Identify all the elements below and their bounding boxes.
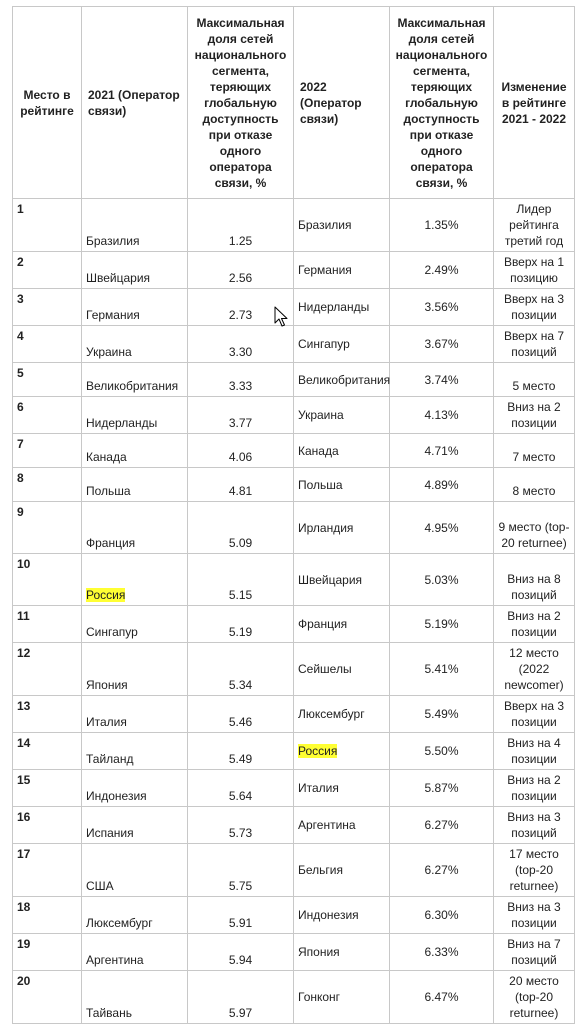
rank-change-cell (494, 807, 575, 844)
operator-2021-text: США (86, 879, 114, 893)
rank-change-cell (494, 971, 575, 1024)
table-row (13, 807, 575, 844)
rank-cell (13, 468, 82, 502)
rank-change-cell (494, 363, 575, 397)
operator-2022-text: Нидерланды (298, 300, 370, 314)
rank-text: 2 (17, 255, 24, 269)
table-header (13, 7, 575, 199)
share-2021-text: 4.06 (228, 450, 253, 464)
header-share-2021: Максимальная доля сетей национального сегмента, теряющих глобальную доступность при отказе одного оператора связи, % (188, 7, 294, 199)
rank-change-cell (494, 468, 575, 502)
rank-cell (13, 934, 82, 971)
rank-change-cell (494, 770, 575, 807)
operator-2022-text: Германия (298, 263, 352, 277)
share-2021-text: 2.56 (228, 271, 253, 285)
operator-2022-text: Аргентина (298, 818, 356, 832)
operator-2021-cell (82, 326, 188, 363)
operator-2022-cell (294, 468, 390, 502)
rank-change-text: 8 место (512, 484, 556, 498)
share-2021-cell (188, 434, 294, 468)
share-2021-text: 3.30 (228, 345, 253, 359)
header-operator-2021: 2021 (Оператор связи) (82, 7, 188, 199)
share-2022-cell (390, 807, 494, 844)
rank-change-text: Вниз на 7 позиций (507, 937, 561, 967)
rank-change-text: Вниз на 4 позиции (507, 736, 561, 766)
share-2022-text: 6.30% (424, 908, 459, 922)
rank-cell (13, 434, 82, 468)
share-2021-cell (188, 807, 294, 844)
table-row (13, 554, 575, 606)
operator-2022-cell (294, 696, 390, 733)
operator-2021-text: Германия (86, 308, 140, 322)
rank-cell (13, 199, 82, 252)
share-2021-text: 3.77 (228, 416, 253, 430)
share-2021-cell (188, 770, 294, 807)
share-2021-cell (188, 643, 294, 696)
share-2022-text: 4.89% (424, 477, 459, 492)
share-2022-cell (390, 434, 494, 468)
mouse-cursor-icon (274, 306, 288, 328)
operator-2022-cell (294, 434, 390, 468)
rank-change-text: Вверх на 3 позиции (503, 292, 565, 322)
rank-cell (13, 363, 82, 397)
rank-change-text: 12 место (2022 newcomer) (504, 646, 564, 692)
operator-2021-cell (82, 696, 188, 733)
rank-cell (13, 770, 82, 807)
operator-2021-cell (82, 606, 188, 643)
operator-2022-text: Люксембург (298, 707, 365, 721)
share-2022-cell (390, 606, 494, 643)
rank-change-cell (494, 434, 575, 468)
rank-change-text: Вверх на 1 позицию (503, 255, 565, 285)
operator-2021-text: Япония (86, 678, 128, 692)
operator-2021-text: Бразилия (86, 234, 140, 248)
rank-text: 6 (17, 400, 24, 414)
share-2022-text: 3.67% (424, 337, 459, 351)
table-row (13, 468, 575, 502)
operator-2022-text: Польша (298, 477, 343, 492)
operator-2021-text: Испания (86, 826, 134, 840)
rank-change-text: Вниз на 8 позиций (507, 572, 561, 602)
operator-2021-cell (82, 554, 188, 606)
share-2021-text: 5.94 (228, 953, 253, 967)
operator-2022-cell (294, 502, 390, 554)
table-row (13, 643, 575, 696)
share-2021-cell (188, 252, 294, 289)
table-row (13, 770, 575, 807)
operator-2021-text: Канада (86, 450, 127, 464)
header-rank-change: Изменение в рейтинге 2021 - 2022 (494, 7, 575, 199)
operator-2021-text: Индонезия (86, 789, 147, 803)
operator-2022-text: Швейцария (298, 572, 363, 587)
share-2022-cell (390, 199, 494, 252)
table-row (13, 502, 575, 554)
operator-2022-cell (294, 807, 390, 844)
table-row (13, 844, 575, 897)
share-2021-cell (188, 502, 294, 554)
share-2021-text: 5.49 (228, 752, 253, 766)
operator-2021-cell (82, 971, 188, 1024)
operator-2022-text: Италия (298, 781, 339, 795)
operator-2021-text: Тайланд (86, 752, 134, 766)
share-2021-text: 5.19 (228, 625, 253, 639)
operator-2022-text: Гонконг (298, 990, 341, 1004)
rank-cell (13, 844, 82, 897)
share-2021-cell (188, 363, 294, 397)
operator-2022-cell (294, 844, 390, 897)
share-2022-text: 2.49% (424, 263, 459, 277)
operator-2021-cell (82, 252, 188, 289)
rank-text: 10 (17, 557, 31, 571)
operator-2021-text: Швейцария (86, 271, 151, 285)
share-2022-cell (390, 289, 494, 326)
share-2022-text: 5.50% (424, 744, 459, 758)
table-row (13, 199, 575, 252)
table-row (13, 326, 575, 363)
share-2022-text: 6.27% (424, 818, 459, 832)
share-2021-cell (188, 554, 294, 606)
operator-2021-cell (82, 897, 188, 934)
operator-2022-cell (294, 934, 390, 971)
operator-2021-text: Италия (86, 715, 127, 729)
table-row (13, 289, 575, 326)
operator-2022-cell (294, 326, 390, 363)
rank-change-text: Вниз на 2 позиции (507, 773, 561, 803)
share-2021-cell (188, 468, 294, 502)
operator-2022-cell (294, 363, 390, 397)
share-2022-cell (390, 770, 494, 807)
rank-change-text: Вниз на 2 позиции (507, 609, 561, 639)
share-2022-cell (390, 733, 494, 770)
rank-cell (13, 326, 82, 363)
operator-2021-cell (82, 199, 188, 252)
rank-cell (13, 606, 82, 643)
share-2021-text: 5.64 (228, 789, 253, 803)
rank-change-cell (494, 606, 575, 643)
share-2022-text: 6.47% (424, 990, 459, 1004)
operator-2022-text: Бразилия (298, 218, 352, 232)
share-2021-text: 3.33 (228, 379, 253, 393)
operator-2021-cell (82, 807, 188, 844)
share-2022-text: 3.56% (424, 300, 459, 314)
operator-2022-text: Сингапур (298, 337, 350, 351)
share-2022-cell (390, 643, 494, 696)
operator-2021-text: Аргентина (86, 953, 144, 967)
share-2022-text: 5.41% (424, 662, 459, 676)
operator-2022-cell (294, 733, 390, 770)
share-2021-text: 4.81 (228, 484, 253, 498)
rank-change-cell (494, 397, 575, 434)
share-2021-text: 5.46 (228, 715, 253, 729)
share-2021-cell (188, 733, 294, 770)
share-2021-cell (188, 326, 294, 363)
rank-text: 18 (17, 900, 31, 914)
share-2022-cell (390, 554, 494, 606)
share-2022-cell (390, 897, 494, 934)
table-row (13, 897, 575, 934)
share-2021-cell (188, 397, 294, 434)
rank-text: 4 (17, 329, 24, 343)
operator-2022-cell (294, 397, 390, 434)
rank-text: 11 (17, 609, 30, 623)
rank-change-cell (494, 252, 575, 289)
table-row (13, 971, 575, 1024)
share-2022-cell (390, 502, 494, 554)
operator-2021-cell (82, 934, 188, 971)
operator-2022-cell (294, 770, 390, 807)
table-body (13, 199, 575, 1024)
rank-text: 13 (17, 699, 31, 713)
rank-text: 20 (17, 974, 31, 988)
rank-text: 15 (17, 773, 31, 787)
operator-2022-text: Великобритания (298, 372, 391, 387)
share-2022-text: 4.71% (424, 443, 459, 458)
rank-cell (13, 696, 82, 733)
rank-cell (13, 807, 82, 844)
share-2021-cell (188, 971, 294, 1024)
operator-2022-text: Япония (298, 945, 340, 959)
rank-cell (13, 897, 82, 934)
rank-change-text: Вниз на 3 позиций (507, 810, 561, 840)
rank-change-cell (494, 696, 575, 733)
rank-text: 3 (17, 292, 24, 306)
rank-change-text: 20 место (top-20 returnee) (509, 974, 559, 1020)
share-2021-text: 5.91 (228, 916, 253, 930)
operator-2021-text: Украина (86, 345, 132, 359)
header-share-2022: Максимальная доля сетей национального сегмента, теряющих глобальную доступность при отказе одного оператора связи, % (390, 7, 494, 199)
rank-text: 5 (17, 366, 24, 380)
rank-text: 8 (17, 471, 24, 485)
operator-2022-text: Канада (298, 443, 339, 458)
rank-change-text: 5 место (512, 379, 556, 393)
rank-change-text: Вниз на 2 позиции (507, 400, 561, 430)
rank-text: 1 (17, 202, 24, 216)
share-2021-cell (188, 897, 294, 934)
operator-2022-cell (294, 252, 390, 289)
rank-text: 17 (17, 847, 31, 861)
operator-2021-cell (82, 468, 188, 502)
rank-cell (13, 252, 82, 289)
table-row (13, 434, 575, 468)
header-operator-2022: 2022 (Оператор связи) (294, 7, 390, 199)
share-2022-text: 6.33% (424, 945, 459, 959)
operator-2022-cell (294, 199, 390, 252)
share-2022-text: 4.95% (424, 520, 459, 535)
table-row (13, 934, 575, 971)
rank-text: 9 (17, 505, 24, 519)
rank-change-text: Вверх на 7 позиций (503, 329, 565, 359)
table-row (13, 606, 575, 643)
operator-2021-cell (82, 770, 188, 807)
share-2021-cell (188, 934, 294, 971)
share-2021-text: 2.73 (228, 308, 253, 322)
rank-change-cell (494, 733, 575, 770)
rank-change-text: Вниз на 3 позиции (507, 900, 561, 930)
share-2022-cell (390, 468, 494, 502)
rank-cell (13, 397, 82, 434)
rank-change-text: 17 место (top-20 returnee) (509, 847, 559, 893)
table-row (13, 733, 575, 770)
share-2021-text: 5.15 (228, 588, 253, 602)
share-2021-text: 5.73 (228, 826, 253, 840)
rank-change-cell (494, 643, 575, 696)
rank-cell (13, 643, 82, 696)
rank-change-text: Лидер рейтинга третий год (504, 202, 564, 248)
rank-change-cell (494, 199, 575, 252)
header-rank: Место в рейтинге (13, 7, 82, 199)
operator-2022-text: Сейшелы (298, 662, 352, 676)
rank-change-cell (494, 934, 575, 971)
rank-cell (13, 554, 82, 606)
share-2022-cell (390, 844, 494, 897)
rank-change-cell (494, 554, 575, 606)
rank-text: 14 (17, 736, 31, 750)
rank-cell (13, 289, 82, 326)
share-2022-text: 5.49% (424, 707, 459, 721)
share-2021-text: 5.09 (228, 536, 253, 550)
rank-text: 12 (17, 646, 31, 660)
operator-2021-cell (82, 434, 188, 468)
operator-2021-cell (82, 289, 188, 326)
share-2022-text: 5.87% (424, 781, 459, 795)
share-2021-text: 5.75 (228, 879, 253, 893)
operator-2021-cell (82, 363, 188, 397)
rank-text: 19 (17, 937, 31, 951)
share-2021-text: 1.25 (228, 234, 253, 248)
share-2022-cell (390, 971, 494, 1024)
operator-2021-text: Сингапур (86, 625, 138, 639)
rank-cell (13, 502, 82, 554)
rank-change-text: 7 место (512, 450, 556, 464)
rank-change-text: Вверх на 3 позиции (503, 699, 565, 729)
operator-2021-cell (82, 397, 188, 434)
operator-2022-cell (294, 289, 390, 326)
share-2022-cell (390, 397, 494, 434)
share-2022-text: 3.74% (424, 372, 459, 387)
operator-2021-cell (82, 844, 188, 897)
operator-2021-text: Франция (86, 536, 136, 550)
operator-2022-cell (294, 897, 390, 934)
share-2021-text: 5.97 (228, 1006, 253, 1020)
operator-2021-text: Великобритания (86, 379, 179, 393)
operator-2022-text: Ирландия (298, 520, 354, 535)
share-2022-text: 5.03% (424, 572, 459, 587)
operator-2022-cell (294, 643, 390, 696)
rank-change-cell (494, 502, 575, 554)
share-2021-cell (188, 696, 294, 733)
header-row (13, 7, 575, 199)
share-2022-cell (390, 696, 494, 733)
share-2022-text: 6.27% (424, 863, 459, 877)
rank-change-cell (494, 844, 575, 897)
table-row (13, 363, 575, 397)
rank-change-cell (494, 326, 575, 363)
table-row (13, 696, 575, 733)
ranking-table (12, 6, 575, 1024)
operator-2021-text: Нидерланды (86, 416, 158, 430)
operator-2022-cell (294, 971, 390, 1024)
operator-2021-text: Люксембург (86, 916, 153, 930)
table-row (13, 252, 575, 289)
rank-text: 7 (17, 437, 24, 451)
rank-change-text: 9 место (top-20 returnee) (498, 520, 570, 550)
share-2021-cell (188, 844, 294, 897)
rank-change-cell (494, 897, 575, 934)
rank-cell (13, 971, 82, 1024)
rank-text: 16 (17, 810, 31, 824)
share-2022-cell (390, 363, 494, 397)
operator-2022-text: Франция (298, 617, 348, 631)
share-2022-text: 4.13% (424, 408, 459, 422)
operator-2021-cell (82, 733, 188, 770)
share-2022-cell (390, 326, 494, 363)
share-2021-cell (188, 199, 294, 252)
operator-2021-cell (82, 502, 188, 554)
operator-2021-text: Польша (86, 484, 131, 498)
share-2022-text: 1.35% (424, 218, 459, 232)
operator-2021-text: Тайвань (86, 1006, 132, 1020)
highlighted-country-text: Россия (298, 744, 338, 758)
operator-2022-cell (294, 606, 390, 643)
table-row (13, 397, 575, 434)
share-2022-cell (390, 934, 494, 971)
share-2021-cell (188, 606, 294, 643)
share-2022-cell (390, 252, 494, 289)
operator-2022-text: Индонезия (298, 908, 359, 922)
operator-2021-cell (82, 643, 188, 696)
operator-2022-text: Украина (298, 408, 344, 422)
operator-2022-cell (294, 554, 390, 606)
operator-2022-text: Бельгия (298, 863, 343, 877)
rank-cell (13, 733, 82, 770)
share-2021-text: 5.34 (228, 678, 253, 692)
share-2022-text: 5.19% (424, 617, 459, 631)
rank-change-cell (494, 289, 575, 326)
highlighted-country-text: Россия (86, 588, 126, 602)
